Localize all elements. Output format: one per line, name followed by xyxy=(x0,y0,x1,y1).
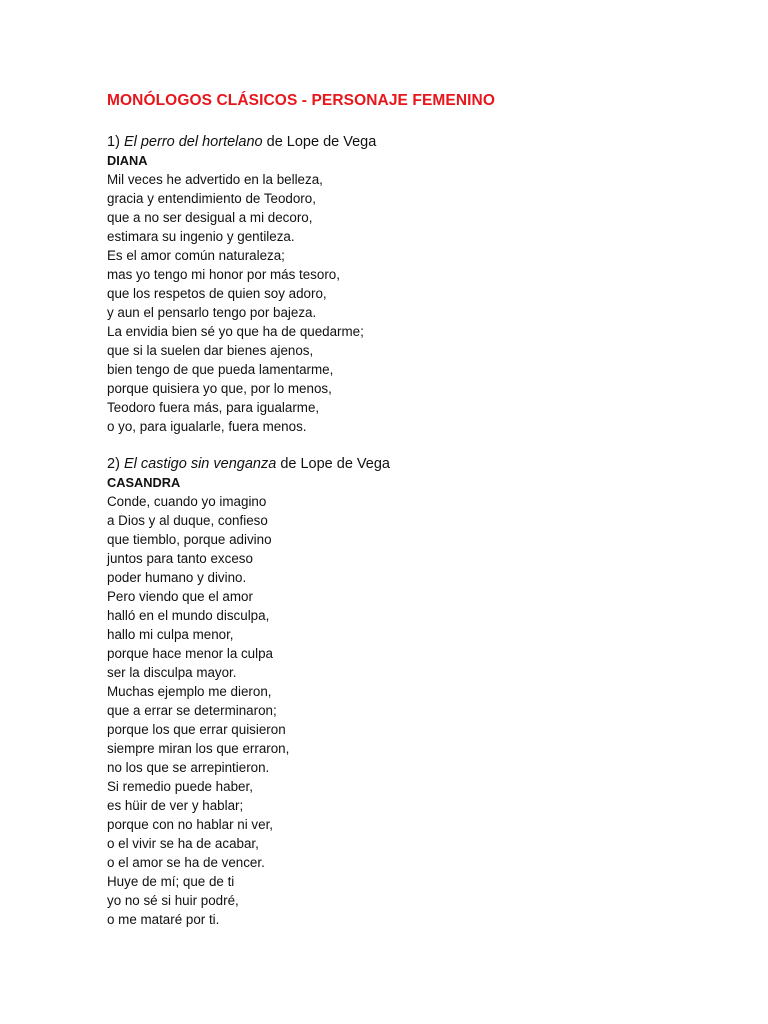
verse-line: Mil veces he advertido en la belleza, xyxy=(107,172,323,187)
verse-line: Si remedio puede haber, xyxy=(107,779,253,794)
verse-line: o me mataré por ti. xyxy=(107,912,220,927)
document-title: MONÓLOGOS CLÁSICOS - PERSONAJE FEMENINO xyxy=(107,92,495,109)
verse-line: Huye de mí; que de ti xyxy=(107,874,235,889)
monologue-heading xyxy=(107,454,390,474)
verse-line: estimara su ingenio y gentileza. xyxy=(107,229,295,244)
verse-list xyxy=(107,492,390,929)
verse-line: que tiemblo, porque adivino xyxy=(107,532,272,547)
verse-line: Teodoro fuera más, para igualarme, xyxy=(107,400,320,415)
verse-line: mas yo tengo mi honor por más tesoro, xyxy=(107,267,340,282)
verse-line: porque hace menor la culpa xyxy=(107,646,274,661)
verse-line: poder humano y divino. xyxy=(107,570,247,585)
verse-line: que a no ser desigual a mi decoro, xyxy=(107,210,313,225)
verse-line: que a errar se determinaron; xyxy=(107,703,277,718)
monologue-1 xyxy=(107,132,376,436)
monologue-number: 1) xyxy=(107,134,120,150)
verse-line: o el amor se ha de vencer. xyxy=(107,855,265,870)
verse-line: bien tengo de que pueda lamentarme, xyxy=(107,362,334,377)
verse-line: Muchas ejemplo me dieron, xyxy=(107,684,272,699)
monologue-2 xyxy=(107,454,390,929)
verse-line: que si la suelen dar bienes ajenos, xyxy=(107,343,314,358)
verse-line: porque con no hablar ni ver, xyxy=(107,817,274,832)
character-name: CASANDRA xyxy=(107,475,181,490)
verse-line: siempre miran los que erraron, xyxy=(107,741,290,756)
verse-line: ser la disculpa mayor. xyxy=(107,665,237,680)
play-author: de Lope de Vega xyxy=(266,134,377,150)
play-author: de Lope de Vega xyxy=(280,456,390,472)
verse-line: gracia y entendimiento de Teodoro, xyxy=(107,191,316,206)
verse-list xyxy=(107,170,376,436)
verse-line: La envidia bien sé yo que ha de quedarme; xyxy=(107,324,364,339)
verse-line: Pero viendo que el amor xyxy=(107,589,253,604)
verse-line: es hüir de ver y hablar; xyxy=(107,798,244,813)
play-title: El castigo sin venganza xyxy=(123,456,277,472)
play-title: El perro del hortelano xyxy=(123,134,263,150)
verse-line: Conde, cuando yo imagino xyxy=(107,494,267,509)
verse-line: juntos para tanto exceso xyxy=(107,551,253,566)
verse-line: que los respetos de quien soy adoro, xyxy=(107,286,327,301)
monologue-number: 2) xyxy=(107,456,120,472)
monologue-heading xyxy=(107,132,376,152)
verse-line: y aun el pensarlo tengo por bajeza. xyxy=(107,305,317,320)
verse-line: o el vivir se ha de acabar, xyxy=(107,836,259,851)
verse-line: yo no sé si huir podré, xyxy=(107,893,239,908)
verse-line: Es el amor común naturaleza; xyxy=(107,248,285,263)
verse-line: o yo, para igualarle, fuera menos. xyxy=(107,419,307,434)
verse-line: a Dios y al duque, confieso xyxy=(107,513,268,528)
verse-line: porque quisiera yo que, por lo menos, xyxy=(107,381,332,396)
verse-line: no los que se arrepintieron. xyxy=(107,760,270,775)
character-name: DIANA xyxy=(107,153,148,168)
verse-line: hallo mi culpa menor, xyxy=(107,627,234,642)
verse-line: halló en el mundo disculpa, xyxy=(107,608,270,623)
verse-line: porque los que errar quisieron xyxy=(107,722,286,737)
